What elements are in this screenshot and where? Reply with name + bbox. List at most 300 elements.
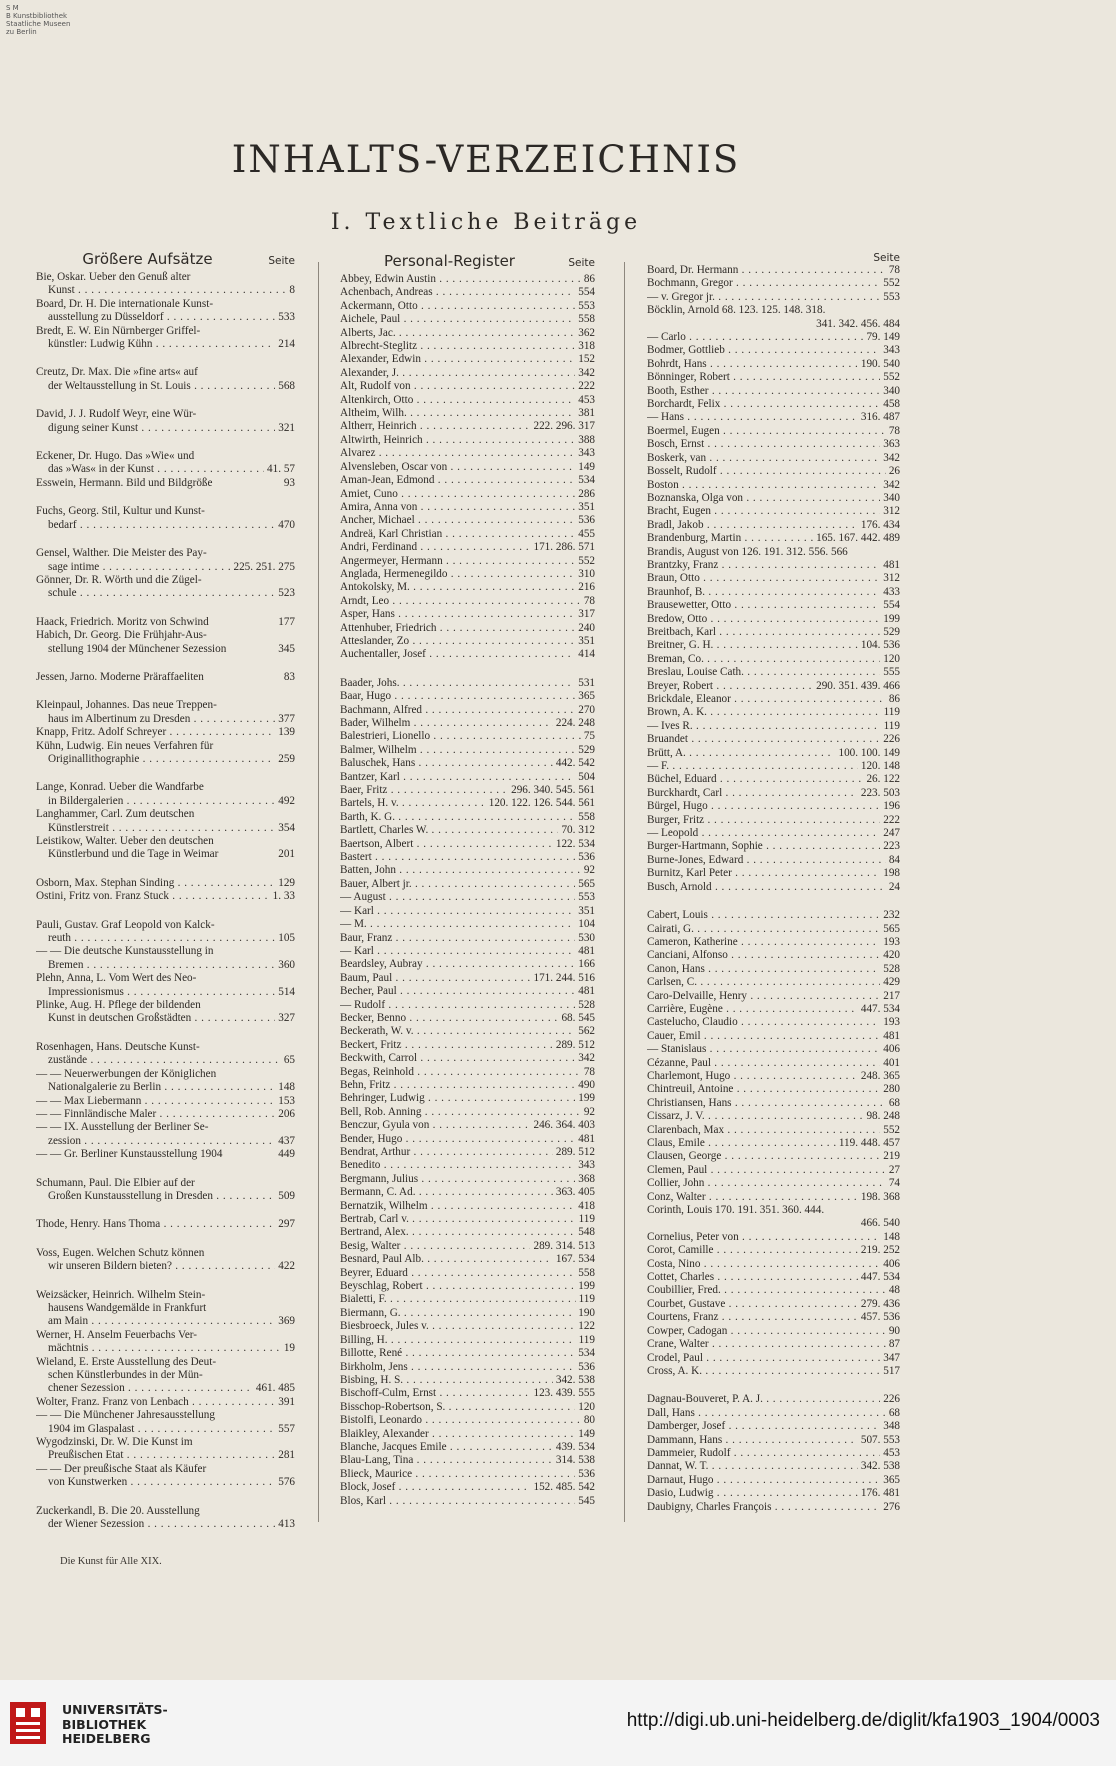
- entry-text: Altwirth, Heinrich . . .: [340, 434, 595, 447]
- index-entry: [340, 461, 595, 474]
- index-entry: [647, 291, 900, 304]
- entry-text: — M. . . .: [340, 918, 595, 931]
- entry-text: Braunhof, B. . . .: [647, 586, 900, 599]
- entry-text: Dammeier, Rudolf . . .: [647, 1447, 900, 1460]
- entry-text: Balmer, Wilhelm . . .: [340, 744, 595, 757]
- entry-text: Darnaut, Hugo . . .: [647, 1474, 900, 1487]
- entry-text: Bachmann, Alfred . . .: [340, 704, 595, 717]
- entry-page-number: 222. 296. 317: [530, 420, 595, 433]
- index-entry: [647, 1365, 900, 1378]
- entry-page-number: 534: [575, 474, 595, 487]
- entry-text: Becker, Benno . . .: [340, 1012, 595, 1025]
- index-entry: [340, 581, 595, 594]
- index-entry: [647, 1231, 900, 1244]
- index-entry: [340, 1280, 595, 1293]
- index-entry: [340, 1079, 595, 1092]
- entry-text: — — Die Münchener Jahresausstellung: [36, 1409, 215, 1422]
- entry-text: Cauer, Emil . . .: [647, 1030, 900, 1043]
- entry-text: Christiansen, Hans . . .: [647, 1097, 900, 1110]
- entry-text: Bürgel, Hugo . . .: [647, 800, 900, 813]
- entry-text: Boskerk, van . . .: [647, 452, 900, 465]
- entry-text: Billotte, René . . .: [340, 1347, 595, 1360]
- index-entry: [647, 1298, 900, 1311]
- entry-page-number: 92: [581, 1106, 595, 1119]
- entry-text: wir unseren Bildern bieten? . . .: [36, 1260, 295, 1273]
- entry-text: Besnard, Paul Alb. . . .: [340, 1253, 595, 1266]
- page-label: Seite: [568, 257, 595, 269]
- index-entry: [36, 781, 295, 794]
- entry-text: Blanche, Jacques Emile . . .: [340, 1441, 595, 1454]
- entry-spacer: [36, 684, 295, 699]
- entry-page-number: 120: [575, 1401, 595, 1414]
- index-entry: [647, 465, 900, 478]
- entry-text: zession . . .: [36, 1135, 295, 1148]
- entry-text: Lange, Konrad. Ueber die Wandfarbe: [36, 781, 204, 794]
- entry-page-number: 104. 536: [858, 639, 900, 652]
- entry-text: Bohrdt, Hans . . .: [647, 358, 900, 371]
- entry-text: Bialetti, F. . . .: [340, 1293, 595, 1306]
- entry-spacer: [647, 1378, 900, 1393]
- index-entry: [340, 407, 595, 420]
- index-entry: [647, 1474, 900, 1487]
- university-logo-icon: [8, 1700, 48, 1746]
- index-entry: [36, 519, 295, 532]
- entry-page-number: 453: [880, 1447, 900, 1460]
- entry-text: Conz, Walter . . .: [647, 1191, 900, 1204]
- entry-page-number: 78: [581, 1066, 595, 1079]
- entry-spacer: [36, 1026, 295, 1041]
- entry-text: Künstlerbund und die Tage in Weimar: [48, 848, 219, 861]
- entry-text: Bartlett, Charles W. . . .: [340, 824, 595, 837]
- index-entry: [647, 1204, 900, 1217]
- entry-text: Cameron, Katherine . . .: [647, 936, 900, 949]
- entry-page-number: 368: [575, 1173, 595, 1186]
- index-entry: [340, 555, 595, 568]
- entry-page-number: 65: [281, 1054, 295, 1067]
- entry-page-number: 222: [880, 814, 900, 827]
- stamp-line: B Kunstbibliothek: [6, 12, 68, 20]
- entry-text: Behringer, Ludwig . . .: [340, 1092, 595, 1105]
- index-entry: [340, 488, 595, 501]
- entry-page-number: 78: [886, 264, 900, 277]
- entry-text: Kleinpaul, Johannes. Das neue Treppen-: [36, 699, 217, 712]
- entry-page-number: 351: [575, 501, 595, 514]
- entry-spacer: [36, 601, 295, 616]
- entry-text: — — Der preußische Staat als Käufer: [36, 1462, 207, 1475]
- footer-note: Die Kunst für Alle XIX.: [60, 1556, 162, 1567]
- entry-text: Bertrab, Carl v. . . .: [340, 1213, 595, 1226]
- index-entry: [36, 877, 295, 890]
- index-entry: [647, 479, 900, 492]
- entry-text: mächtnis . . .: [36, 1342, 295, 1355]
- entry-text: — Karl . . .: [340, 905, 595, 918]
- entry-text: Dagnau-Bouveret, P. A. J. . . .: [647, 1393, 900, 1406]
- entry-text: am Main . . .: [36, 1315, 295, 1328]
- index-entry: [36, 1369, 295, 1382]
- index-entry: [647, 787, 900, 800]
- entry-page-number: 41. 57: [264, 463, 295, 476]
- entry-text: Gensel, Walther. Die Meister des Pay-: [36, 547, 207, 560]
- entry-page-number: 348: [880, 1420, 900, 1433]
- library-name-line: UNIVERSITÄTS-: [62, 1702, 168, 1717]
- entry-page-number: 289. 512: [553, 1146, 595, 1159]
- entry-text: Alberts, Jac. . . .: [340, 327, 595, 340]
- entry-page-number: 342: [880, 452, 900, 465]
- entry-page-number: 276: [880, 1501, 900, 1514]
- entry-text: Wolter, Franz. Franz von Lenbach . . .: [36, 1396, 295, 1409]
- entry-text: Arndt, Leo . . .: [340, 595, 595, 608]
- column-header: [647, 250, 900, 264]
- index-entry: [340, 1253, 595, 1266]
- entry-spacer: [36, 435, 295, 450]
- entry-page-number: 343: [575, 447, 595, 460]
- entry-text: Brütt, A. . . .: [647, 747, 900, 760]
- index-entry: [340, 1414, 595, 1427]
- entry-page-number: 553: [880, 291, 900, 304]
- entry-text: Brandenburg, Martin . . .: [647, 532, 900, 545]
- entry-page-number: 171. 244. 516: [530, 972, 595, 985]
- index-entry: [36, 311, 295, 324]
- entry-text: Bie, Oskar. Ueber den Genuß alter: [36, 271, 191, 283]
- entry-text: Böcklin, Arnold 68. 123. 125. 148. 318.: [647, 304, 826, 317]
- entry-page-number: 555: [880, 666, 900, 679]
- entry-text: Andreä, Karl Christian . . .: [340, 528, 595, 541]
- index-entry: [340, 286, 595, 299]
- entry-page-number: 354: [275, 822, 295, 835]
- entry-text: Rosenhagen, Hans. Deutsche Kunst-: [36, 1040, 200, 1053]
- entry-page-number: 223. 503: [858, 787, 900, 800]
- index-entry: [647, 519, 900, 532]
- index-entry: [36, 1476, 295, 1489]
- entry-page-number: 270: [575, 704, 595, 717]
- index-entry: [340, 744, 595, 757]
- entry-page-number: 458: [880, 398, 900, 411]
- index-entry: [36, 463, 295, 476]
- entry-page-number: 120. 122. 126. 544. 561: [486, 797, 595, 810]
- index-entry: [647, 653, 900, 666]
- index-entry: [340, 1347, 595, 1360]
- entry-page-number: 529: [880, 626, 900, 639]
- column-divider: [318, 262, 319, 1522]
- entry-text: Bruandet . . .: [647, 733, 900, 746]
- entry-page-number: 528: [880, 963, 900, 976]
- entry-page-number: 558: [575, 313, 595, 326]
- entry-page-number: 552: [880, 1124, 900, 1137]
- entry-text: hausens Wandgemälde in Frankfurt: [48, 1301, 207, 1314]
- entry-text: Beckerath, W. v. . . .: [340, 1025, 595, 1038]
- entry-page-number: 351: [575, 635, 595, 648]
- entry-text: Courbet, Gustave . . .: [647, 1298, 900, 1311]
- entry-text: Cornelius, Peter von . . .: [647, 1231, 900, 1244]
- entry-page-number: 193: [880, 1016, 900, 1029]
- index-entry: [36, 972, 295, 985]
- index-entry: [647, 1164, 900, 1177]
- index-entry: [340, 1495, 595, 1508]
- index-entry: [340, 300, 595, 313]
- index-entry: [36, 740, 295, 753]
- entry-text: Osborn, Max. Stephan Sinding . . .: [36, 877, 295, 890]
- entry-page-number: 406: [880, 1258, 900, 1271]
- entry-page-number: 119. 448. 457: [836, 1137, 900, 1150]
- entry-text: Originallithographie . . .: [36, 753, 295, 766]
- entry-page-number: 342. 538: [553, 1374, 595, 1387]
- entry-text: Blieck, Maurice . . .: [340, 1468, 595, 1481]
- entry-page-number: 420: [880, 949, 900, 962]
- index-entry: [340, 1159, 595, 1172]
- index-entry: [647, 1177, 900, 1190]
- entry-page-number: 347: [880, 1352, 900, 1365]
- entry-page-number: 558: [575, 811, 595, 824]
- index-entry: [647, 747, 900, 760]
- entry-page-number: 199: [575, 1280, 595, 1293]
- entry-text: Habich, Dr. Georg. Die Frühjahr-Aus-: [36, 629, 207, 642]
- page-label: Seite: [268, 255, 295, 267]
- entry-page-number: 149: [575, 461, 595, 474]
- entry-text: Bosch, Ernst . . .: [647, 438, 900, 451]
- entry-text: Baader, Johs. . . .: [340, 677, 595, 690]
- index-entry: [340, 945, 595, 958]
- entry-text: Antokolsky, M. . . .: [340, 581, 595, 594]
- entry-page-number: 74: [886, 1177, 900, 1190]
- index-entry: [340, 568, 595, 581]
- index-entry: [647, 1124, 900, 1137]
- column-header: [340, 252, 595, 273]
- entry-page-number: 342: [575, 367, 595, 380]
- entry-text: David, J. J. Rudolf Weyr, eine Wür-: [36, 408, 197, 421]
- index-entry: [340, 1267, 595, 1280]
- index-entry: [36, 1121, 295, 1134]
- entry-text: Corot, Camille . . .: [647, 1244, 900, 1257]
- index-entry: [647, 827, 900, 840]
- entry-text: Begas, Reinhold . . .: [340, 1066, 595, 1079]
- index-entry: [36, 1423, 295, 1436]
- entry-page-number: 214: [275, 338, 295, 351]
- index-entry: [36, 1382, 295, 1395]
- index-entry: [340, 1240, 595, 1253]
- entry-text: Bisschop-Robertson, S. . . .: [340, 1401, 595, 1414]
- index-entry: [647, 639, 900, 652]
- entry-page-number: 26: [886, 465, 900, 478]
- index-entry: [647, 1258, 900, 1271]
- entry-text: künstler: Ludwig Kühn . . .: [36, 338, 295, 351]
- entry-text: Bremen . . .: [36, 959, 295, 972]
- entry-text: Werner, H. Anselm Feuerbachs Ver-: [36, 1328, 198, 1341]
- entry-text: Preußischen Etat . . .: [36, 1449, 295, 1462]
- viewer-bottom-bar: [0, 1680, 1116, 1766]
- entry-spacer: [36, 351, 295, 366]
- section-title: I. Textliche Beiträge: [330, 210, 642, 235]
- entry-text: Bertrand, Alex. . . .: [340, 1226, 595, 1239]
- entry-text: Carrière, Eugène . . .: [647, 1003, 900, 1016]
- index-entry: [36, 284, 295, 297]
- entry-page-number: 552: [575, 555, 595, 568]
- index-entry: [36, 1436, 295, 1449]
- entry-text: Dannat, W. T. . . .: [647, 1460, 900, 1473]
- entry-text: Wieland, E. Erste Ausstellung des Deut-: [36, 1355, 217, 1368]
- entry-text: Burne-Jones, Edward . . .: [647, 854, 900, 867]
- entry-text: Bredt, E. W. Ein Nürnberger Griffel-: [36, 324, 201, 337]
- entry-text: — — Gr. Berliner Kunstausstellung 1904: [36, 1148, 223, 1161]
- entry-text: Brandis, August von 126. 191. 312. 556. 566: [647, 545, 848, 558]
- index-entry: [647, 1311, 900, 1324]
- entry-page-number: 568: [275, 380, 295, 393]
- entry-text: Alvensleben, Oscar von . . .: [340, 461, 595, 474]
- entry-page-number: 536: [575, 514, 595, 527]
- entry-text: Clemen, Paul . . .: [647, 1164, 900, 1177]
- index-entry: [647, 546, 900, 559]
- entry-text: Blaikley, Alexander . . .: [340, 1428, 595, 1441]
- entry-page-number: 166: [575, 958, 595, 971]
- column-divider: [624, 262, 625, 1522]
- entry-spacer: [36, 490, 295, 505]
- entry-page-number: 123. 439. 555: [530, 1387, 595, 1400]
- index-entry: [36, 1054, 295, 1067]
- index-entry: [340, 1293, 595, 1306]
- index-entry: [647, 1244, 900, 1257]
- entry-page-number: 289. 314. 513: [530, 1240, 595, 1253]
- entry-text: Benedito . . .: [340, 1159, 595, 1172]
- entry-text: Courtens, Franz . . .: [647, 1311, 900, 1324]
- index-entry: [340, 972, 595, 985]
- entry-text: Becher, Paul . . .: [340, 985, 595, 998]
- entry-page-number: 504: [575, 771, 595, 784]
- index-entry: [340, 905, 595, 918]
- entry-spacer: [36, 1203, 295, 1218]
- entry-page-number: 558: [575, 1267, 595, 1280]
- entry-page-number: 190. 540: [858, 358, 900, 371]
- entry-page-number: 68: [886, 1407, 900, 1420]
- entry-text: Plehn, Anna, L. Vom Wert des Neo-: [36, 972, 197, 985]
- entry-list: [647, 264, 900, 1514]
- entry-page-number: 219: [880, 1150, 900, 1163]
- entry-text: Boznanska, Olga von . . .: [647, 492, 900, 505]
- index-entry: [647, 1043, 900, 1056]
- entry-page-number: 206: [275, 1108, 295, 1121]
- index-entry: [36, 450, 295, 463]
- index-entry: [647, 1447, 900, 1460]
- index-entry: [647, 411, 900, 424]
- entry-page-number: 312: [880, 505, 900, 518]
- entry-page-number: 343: [575, 1159, 595, 1172]
- index-entry: [340, 635, 595, 648]
- index-entry: [647, 398, 900, 411]
- index-entry: [647, 1501, 900, 1514]
- entry-page-number: 177: [275, 616, 295, 629]
- index-entry: [36, 587, 295, 600]
- entry-page-number: 199: [880, 613, 900, 626]
- entry-page-number: 198: [880, 867, 900, 880]
- entry-page-number: 529: [575, 744, 595, 757]
- entry-page-number: 240: [575, 622, 595, 635]
- entry-text: — Carlo . . .: [647, 331, 900, 344]
- entry-page-number: 557: [275, 1423, 295, 1436]
- index-entry: [647, 1420, 900, 1433]
- entry-text: Damberger, Josef . . .: [647, 1420, 900, 1433]
- entry-page-number: 86: [886, 693, 900, 706]
- entry-text: Breslau, Louise Cath. . . .: [647, 666, 900, 679]
- entry-text: Amiet, Cuno . . .: [340, 488, 595, 501]
- entry-spacer: [36, 532, 295, 547]
- permalink-url[interactable]: http://digi.ub.uni-heidelberg.de/diglit/kfa1903_1904/0003: [626, 1710, 1100, 1731]
- entry-page-number: 122: [575, 1320, 595, 1333]
- entry-page-number: 70. 312: [558, 824, 595, 837]
- index-entry: [36, 1247, 295, 1260]
- entry-text: Beckert, Fritz . . .: [340, 1039, 595, 1052]
- entry-text: Schumann, Paul. Die Elbier auf der: [36, 1176, 195, 1189]
- entry-text: Brown, A. K. . . .: [647, 706, 900, 719]
- entry-text: Dasio, Ludwig . . .: [647, 1487, 900, 1500]
- index-entry: [647, 1352, 900, 1365]
- entry-text: Corinth, Louis 170. 191. 351. 360. 444.: [647, 1204, 825, 1217]
- entry-page-number: 232: [880, 909, 900, 922]
- entry-text: Chintreuil, Antoine . . .: [647, 1083, 900, 1096]
- entry-page-number: 280: [880, 1083, 900, 1096]
- entry-page-number: 26. 122: [863, 773, 900, 786]
- entry-text: Jessen, Jarno. Moderne Präraffaeliten: [36, 670, 204, 683]
- entry-text: — — Die deutsche Kunstausstellung in: [36, 945, 214, 958]
- entry-text: Block, Josef . . .: [340, 1481, 595, 1494]
- entry-text: Claus, Emile . . .: [647, 1137, 900, 1150]
- entry-text: Bisbing, H. S. . . .: [340, 1374, 595, 1387]
- entry-text: Kühn, Ludwig. Ein neues Verfahren für: [36, 739, 214, 752]
- index-entry: [340, 528, 595, 541]
- index-entry: [36, 713, 295, 726]
- index-entry: [340, 985, 595, 998]
- index-entry: [647, 881, 900, 894]
- index-entry: [647, 344, 900, 357]
- index-entry: [647, 867, 900, 880]
- index-entry: [647, 385, 900, 398]
- entry-page-number: 119: [576, 1334, 595, 1347]
- index-entry: [340, 1173, 595, 1186]
- entry-text: Bendrat, Arthur . . .: [340, 1146, 595, 1159]
- index-entry: [340, 932, 595, 945]
- entry-page-number: 433: [880, 586, 900, 599]
- entry-spacer: [36, 1490, 295, 1505]
- entry-page-number: 98. 248: [863, 1110, 900, 1123]
- entry-page-number: 429: [880, 976, 900, 989]
- entry-page-number: 531: [575, 677, 595, 690]
- index-entry: [647, 666, 900, 679]
- entry-page-number: 461. 485: [253, 1382, 295, 1395]
- entry-page-number: 447. 534: [858, 1271, 900, 1284]
- entry-page-number: 226: [880, 733, 900, 746]
- entry-page-number: 86: [581, 273, 595, 286]
- entry-text: — F. . . .: [647, 760, 900, 773]
- entry-text: Clarenbach, Max . . .: [647, 1124, 900, 1137]
- entry-spacer: [36, 904, 295, 919]
- index-entry: [36, 574, 295, 587]
- index-entry: [340, 1334, 595, 1347]
- column-heading: Personal-Register: [384, 252, 515, 270]
- entry-text: chener Sezession . . .: [36, 1382, 295, 1395]
- index-entry: [340, 838, 595, 851]
- entry-text: Bell, Rob. Anning . . .: [340, 1106, 595, 1119]
- index-entry: [647, 1110, 900, 1123]
- entry-text: Aman-Jean, Edmond . . .: [340, 474, 595, 487]
- entry-text: Boermel, Eugen . . .: [647, 425, 900, 438]
- entry-text: Pauli, Gustav. Graf Leopold von Kalck-: [36, 918, 215, 931]
- entry-text: Carlsen, C. . . .: [647, 976, 900, 989]
- entry-page-number: 437: [275, 1135, 295, 1148]
- entry-page-number: 362: [575, 327, 595, 340]
- index-entry: [36, 848, 295, 861]
- index-entry: [340, 1401, 595, 1414]
- entry-text: Leistikow, Walter. Ueber den deutschen: [36, 835, 214, 847]
- entry-page-number: 120. 148: [858, 760, 900, 773]
- entry-spacer: [647, 894, 900, 909]
- index-entry: [36, 671, 295, 684]
